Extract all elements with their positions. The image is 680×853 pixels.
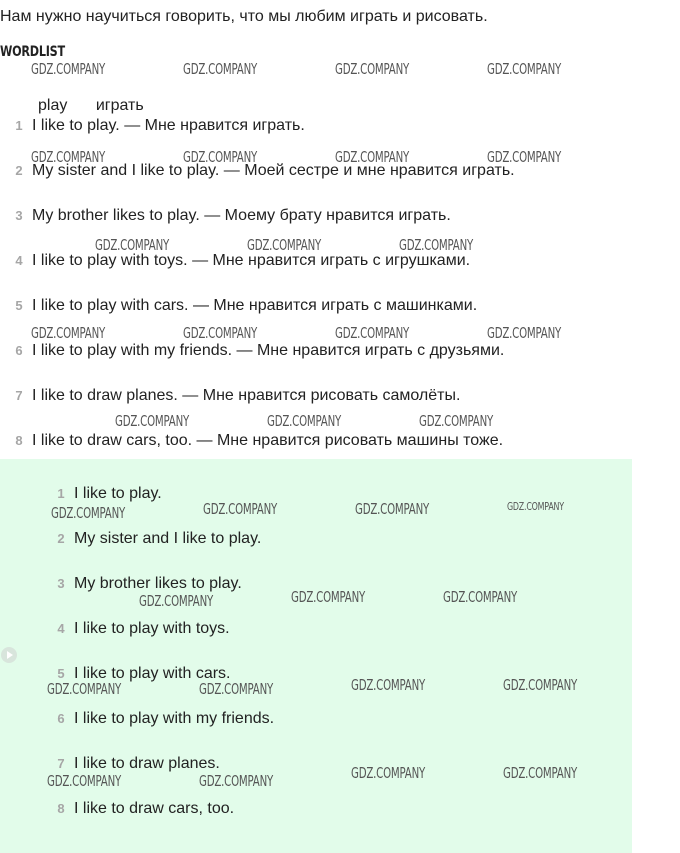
watermark: GDZ.COMPANY [487,60,562,78]
item-text: My brother likes to play. — Моему брату нравится играть. [32,207,451,224]
item-number: 1 [57,486,65,501]
watermark: GDZ.COMPANY [47,772,122,790]
panel-row [50,575,242,593]
panel-row [50,710,274,728]
translation-row [8,252,470,270]
panel-row [50,530,261,548]
watermark: GDZ.COMPANY [31,148,106,166]
watermark: GDZ.COMPANY [419,412,494,430]
watermark: GDZ.COMPANY [199,772,274,790]
watermark: GDZ.COMPANY [487,148,562,166]
answer-panel [0,459,632,853]
watermark: GDZ.COMPANY [247,236,322,254]
item-number: 6 [15,343,23,358]
panel-row [50,755,220,773]
item-number: 4 [15,253,23,268]
item-number: 5 [15,298,23,313]
item-number: 1 [15,118,23,133]
item-text: I like to play with my friends. — Мне нравится играть с друзьями. [32,342,505,359]
intro-text: Нам нужно научиться говорить, что мы любим играть и рисовать. [0,8,488,25]
watermark: GDZ.COMPANY [351,764,426,782]
item-number: 8 [57,801,65,816]
panel-row [50,485,162,503]
watermark: GDZ.COMPANY [291,588,366,606]
watermark: GDZ.COMPANY [115,412,190,430]
translation-row [8,162,515,180]
panel-row [50,665,231,683]
watermark: GDZ.COMPANY [31,324,106,342]
item-number: 7 [57,756,65,771]
watermark: GDZ.COMPANY [507,500,564,513]
watermark: GDZ.COMPANY [503,676,578,694]
item-text: I like to play. [74,485,162,502]
item-text: My brother likes to play. [74,575,242,592]
watermark: GDZ.COMPANY [267,412,342,430]
watermark: GDZ.COMPANY [183,60,258,78]
wordlist-partial-row [38,96,168,114]
item-text: I like to draw cars, too. — Мне нравится рисовать машины тоже. [32,432,504,449]
watermark: GDZ.COMPANY [199,680,274,698]
translation-row [8,432,503,450]
watermark: GDZ.COMPANY [335,60,410,78]
watermark: GDZ.COMPANY [351,676,426,694]
watermark: GDZ.COMPANY [95,236,170,254]
item-text: I like to play with my friends. [74,710,275,727]
item-number: 8 [15,433,23,448]
watermark: GDZ.COMPANY [335,324,410,342]
translation-row [8,342,504,360]
item-text: I like to draw cars, too. [74,800,235,817]
play-icon[interactable] [1,647,17,663]
item-number: 3 [57,576,65,591]
watermark: GDZ.COMPANY [31,60,106,78]
wordlist-translation: играть [95,97,144,114]
item-number: 7 [15,388,23,403]
item-text: I like to play with toys. [74,620,230,637]
watermark: GDZ.COMPANY [47,680,122,698]
item-text: I like to play with toys. — Мне нравится играть с игрушками. [32,252,471,269]
item-number: 2 [15,163,23,178]
item-number: 6 [57,711,65,726]
watermark: GDZ.COMPANY [51,504,126,522]
panel-row [50,620,230,638]
translation-row [8,387,460,405]
item-text: I like to play with cars. — Мне нравится играть с машинками. [32,297,478,314]
item-text: My sister and I like to play. — Моей сестре и мне нравится играть. [32,162,515,179]
item-text: I like to play. — Мне нравится играть. [32,117,305,134]
item-text: I like to play with cars. [74,665,231,682]
watermark: GDZ.COMPANY [443,588,518,606]
translation-row [8,207,451,225]
panel-row [50,800,234,818]
item-text: My sister and I like to play. [74,530,262,547]
item-number: 5 [57,666,65,681]
item-text: I like to draw planes. — Мне нравится рисовать самолёты. [32,387,461,404]
watermark: GDZ.COMPANY [503,764,578,782]
watermark: GDZ.COMPANY [183,148,258,166]
watermark: GDZ.COMPANY [399,236,474,254]
watermark: GDZ.COMPANY [203,500,278,518]
translation-row [8,117,305,135]
watermark: GDZ.COMPANY [139,592,214,610]
translation-row [8,297,477,315]
watermark: GDZ.COMPANY [183,324,258,342]
watermark: GDZ.COMPANY [355,500,430,518]
wordlist-word: play [38,97,68,114]
item-number: 2 [57,531,65,546]
watermark: GDZ.COMPANY [335,148,410,166]
item-number: 3 [15,208,23,223]
item-text: I like to draw planes. [74,755,220,772]
watermark: GDZ.COMPANY [487,324,562,342]
wordlist-heading: WORDLIST [0,44,65,60]
item-number: 4 [57,621,65,636]
